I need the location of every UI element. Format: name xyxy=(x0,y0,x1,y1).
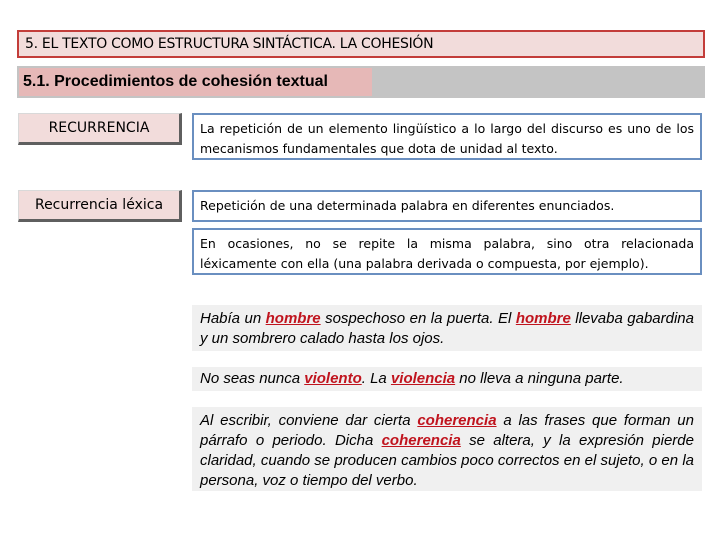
example-hombre xyxy=(192,305,702,351)
example-text: se altera, y la expresión pierde claridad, cuando se producen cambios poco correctos en el sujeto, o en la persona, voz o tiempo del verbo. xyxy=(200,432,694,489)
example-text: Al escribir, conviene dar cierta xyxy=(200,412,418,429)
section-subtitle: 5.1. Procedimientos de cohesión textual xyxy=(23,73,328,90)
example-text: llevaba gabardina y un sombrero calado hasta los ojos. xyxy=(200,310,694,347)
subtitle-banner xyxy=(17,66,705,98)
page-title: 5. EL TEXTO COMO ESTRUCTURA SINTÁCTICA. LA COHESIÓN xyxy=(25,36,434,52)
label-recurrencia-text: RECURRENCIA xyxy=(48,120,150,136)
title-banner xyxy=(17,30,705,58)
example-violento xyxy=(192,367,702,391)
definition-recurrencia xyxy=(192,113,702,160)
example-coherencia xyxy=(192,407,702,491)
note-related-words xyxy=(192,228,702,275)
example-text: . La xyxy=(361,370,391,387)
note-related-words-text: En ocasiones, no se repite la misma palabra, sino otra relacionada léxicamente con ella (una palabra derivada o compuesta, por ejemplo). xyxy=(200,236,694,271)
highlighted-word: coherencia xyxy=(417,412,497,429)
definition-recurrencia-lexica-text: Repetición de una determinada palabra en diferentes enunciados. xyxy=(200,198,615,213)
example-text: No seas nunca xyxy=(200,370,305,387)
definition-recurrencia-text: La repetición de un elemento lingüístico a lo largo del discurso es uno de los mecanismos fundamentales que dota de unidad al texto. xyxy=(200,121,694,156)
example-text: Había un xyxy=(200,310,266,327)
definition-recurrencia-lexica xyxy=(192,190,702,222)
example-text: sospechoso en la puerta. El xyxy=(320,310,516,327)
highlighted-word: violencia xyxy=(390,370,456,387)
label-recurrencia-lexica xyxy=(18,190,182,222)
example-text: no lleva a ninguna parte. xyxy=(455,370,624,387)
label-recurrencia-lexica-text: Recurrencia léxica xyxy=(34,197,164,213)
highlighted-word: hombre xyxy=(265,310,321,327)
label-recurrencia xyxy=(18,113,182,145)
highlighted-word: violento xyxy=(304,370,362,387)
example-text: a las frases que forman un párrafo o periodo. Dicha xyxy=(200,412,694,449)
highlighted-word: coherencia xyxy=(381,432,461,449)
highlighted-word: hombre xyxy=(515,310,571,327)
